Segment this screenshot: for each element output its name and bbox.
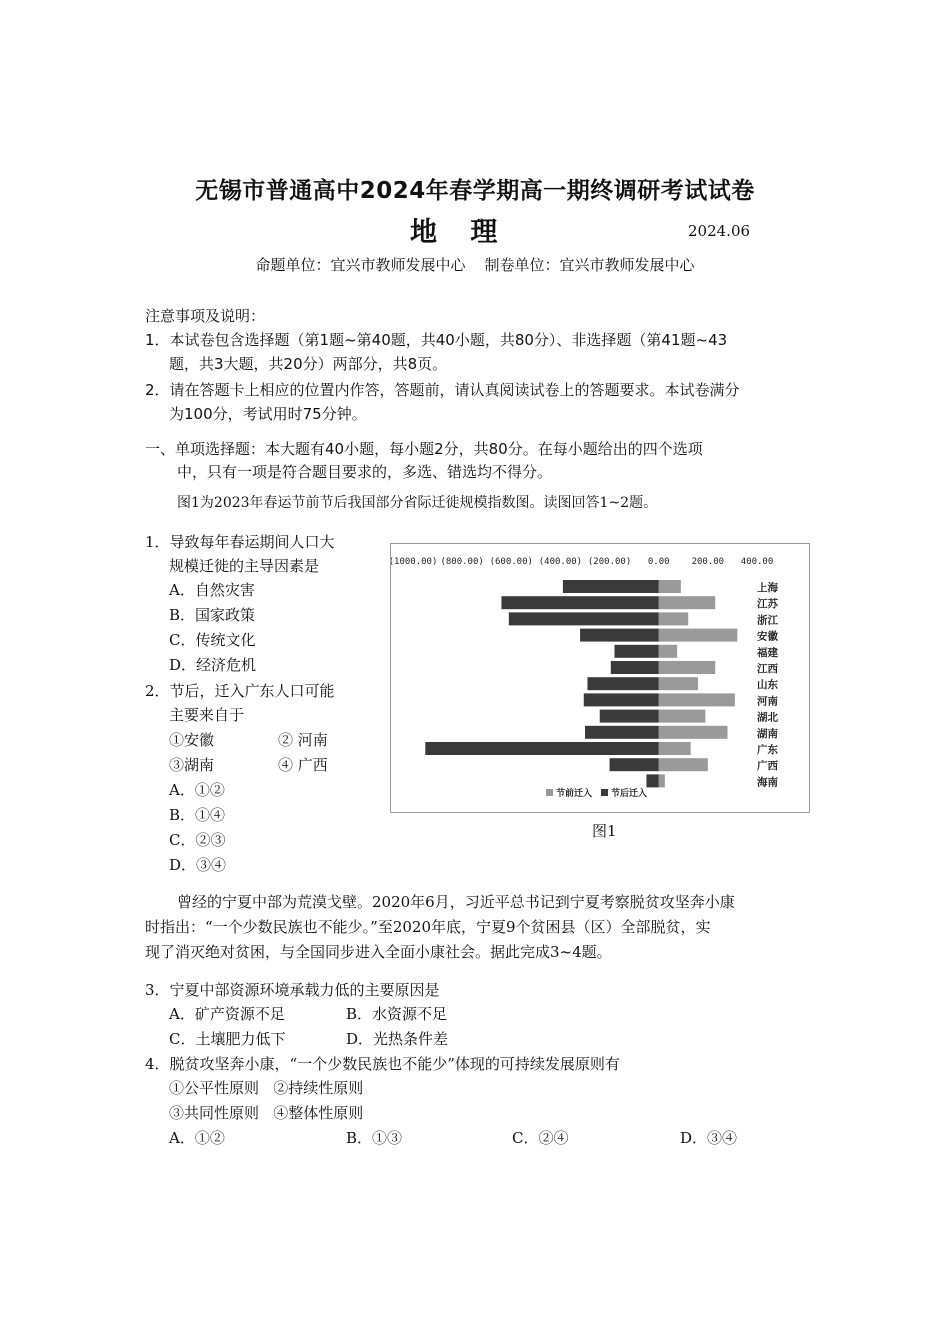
notes-item1-line2: 题，共3大题，共20分）两部分，共8页。 <box>169 355 448 373</box>
x-tick-label: 0.00 <box>647 557 670 567</box>
page-title: 无锡市普通高中2024年春学期高一期终调研考试试卷 <box>195 178 755 204</box>
notes-heading: 注意事项及说明： <box>145 307 266 325</box>
bar-before <box>659 693 735 706</box>
x-tick-label: (200.00) <box>587 557 632 567</box>
q2-option-b: B．①④ <box>169 806 226 824</box>
q2-choice-1: ①安徽 <box>169 731 215 749</box>
category-label: 湖北 <box>757 711 778 724</box>
q4-option-a: A．①② <box>169 1129 225 1147</box>
category-label: 江西 <box>757 663 778 675</box>
bar-before <box>659 742 691 755</box>
x-tick-label: (800.00) <box>440 557 484 567</box>
notes-item2-line2: 为100分，考试用时75分钟。 <box>169 405 367 423</box>
bar-before <box>659 661 716 674</box>
category-label: 广西 <box>757 760 778 773</box>
bar-after <box>580 629 659 642</box>
bar-after <box>501 596 658 609</box>
q4-choices-line1: ①公平性原则 ②持续性原则 <box>169 1079 364 1097</box>
q1-option-a: A．自然灾害 <box>169 581 255 599</box>
q4-choices-line2: ③共同性原则 ④整体性原则 <box>169 1104 364 1122</box>
q3-stem: 3．宁夏中部资源环境承载力低的主要原因是 <box>145 981 440 999</box>
legend-label: 节后迁入 <box>611 789 648 799</box>
section1-line2: 中，只有一项是符合题目要求的，多选、错选均不得分。 <box>177 463 553 481</box>
q2-stem-line1: 2．节后，迁入广东人口可能 <box>145 682 335 700</box>
figure-caption: 图1 <box>592 822 617 840</box>
bar-after <box>646 774 658 787</box>
section1-line1: 一、单项选择题：本大题有40小题，每小题2分，共80分。在每小题给出的四个选项 <box>145 440 703 458</box>
category-label: 福建 <box>757 646 778 659</box>
q1-option-d: D．经济危机 <box>169 656 257 674</box>
bar-after <box>587 677 658 690</box>
category-label: 安徽 <box>757 630 778 643</box>
legend-swatch <box>601 789 608 796</box>
migration-chart <box>391 544 809 812</box>
category-label: 广东 <box>757 744 778 756</box>
category-label: 河南 <box>757 695 778 708</box>
q2-option-a: A．①② <box>169 781 225 799</box>
bar-before <box>659 645 677 658</box>
x-tick-label: (600.00) <box>489 557 533 567</box>
bar-after <box>614 645 658 658</box>
passage2-line1: 曾经的宁夏中部为荒漠戈壁。2020年6月，习近平总书记到宁夏考察脱贫攻坚奔小康 <box>177 893 735 911</box>
bar-after <box>611 661 659 674</box>
q2-choice-4: ④ 广西 <box>278 756 328 774</box>
intro-figure1: 图1为2023年春运节前节后我国部分省际迁徙规模指数图。读图回答1~2题。 <box>177 495 658 511</box>
q3-option-d: D．光热条件差 <box>346 1030 449 1048</box>
q1-option-c: C．传统文化 <box>169 631 256 649</box>
bar-before <box>659 596 716 609</box>
q3-option-c: C．土壤肥力低下 <box>169 1030 286 1048</box>
passage2-line3: 现了消灭绝对贫困，与全国同步进入全面小康社会。据此完成3~4题。 <box>145 943 612 961</box>
migration-chart-frame <box>390 543 810 813</box>
bar-after <box>563 580 659 593</box>
category-label: 江苏 <box>757 598 778 611</box>
q2-option-c: C．②③ <box>169 831 226 849</box>
notes-item2-line1: 2．请在答题卡上相应的位置内作答，答题前，请认真阅读试卷上的答题要求。本试卷满分 <box>145 381 740 399</box>
q2-stem-line2: 主要来自于 <box>169 706 245 724</box>
issuing-units: 命题单位：宜兴市教师发展中心 制卷单位：宜兴市教师发展中心 <box>255 256 695 274</box>
category-label: 海南 <box>757 776 778 789</box>
bar-before <box>659 677 698 690</box>
bar-after <box>600 710 659 723</box>
bar-before <box>659 612 688 625</box>
category-label: 浙江 <box>757 614 778 627</box>
bar-after <box>425 742 658 755</box>
q2-option-d: D．③④ <box>169 856 227 874</box>
q4-option-d: D．③④ <box>680 1129 738 1147</box>
q1-option-b: B．国家政策 <box>169 606 256 624</box>
q3-option-a: A．矿产资源不足 <box>169 1005 285 1023</box>
legend-label: 节前迁入 <box>556 789 593 799</box>
legend-swatch <box>546 789 553 796</box>
bar-before <box>659 774 665 787</box>
bar-before <box>659 580 681 593</box>
subject-title: 地 理 <box>410 217 510 248</box>
category-label: 山东 <box>757 679 778 692</box>
bar-after <box>509 612 659 625</box>
q2-choice-2: ② 河南 <box>278 731 328 749</box>
q1-stem-line1: 1．导致每年春运期间人口大 <box>145 533 335 551</box>
x-tick-label: 200.00 <box>691 557 725 567</box>
q2-choice-3: ③湖南 <box>169 756 215 774</box>
bar-before <box>659 629 738 642</box>
bar-after <box>584 693 659 706</box>
bar-after <box>585 726 659 739</box>
q4-option-c: C．②④ <box>512 1129 569 1147</box>
notes-item1-line1: 1．本试卷包含选择题（第1题~第40题，共40小题，共80分）、非选择题（第41题~43 <box>145 331 728 349</box>
q1-stem-line2: 规模迁徙的主导因素是 <box>169 557 320 575</box>
x-tick-label: (1000.00) <box>391 557 438 567</box>
q3-option-b: B．水资源不足 <box>346 1005 448 1023</box>
bar-before <box>659 710 706 723</box>
x-tick-label: 400.00 <box>740 557 774 567</box>
bar-before <box>659 726 728 739</box>
x-tick-label: (400.00) <box>538 557 583 567</box>
bar-before <box>659 758 708 771</box>
exam-date: 2024.06 <box>688 222 751 240</box>
passage2-line2: 时指出：“一个少数民族也不能少。”至2020年底，宁夏9个贫困县（区）全部脱贫，实 <box>145 918 711 936</box>
q4-stem: 4．脱贫攻坚奔小康，“一个少数民族也不能少”体现的可持续发展原则有 <box>145 1055 620 1073</box>
category-label: 上海 <box>757 582 778 594</box>
category-label: 湖南 <box>757 727 778 740</box>
bar-after <box>610 758 659 771</box>
q4-option-b: B．①③ <box>346 1129 403 1147</box>
